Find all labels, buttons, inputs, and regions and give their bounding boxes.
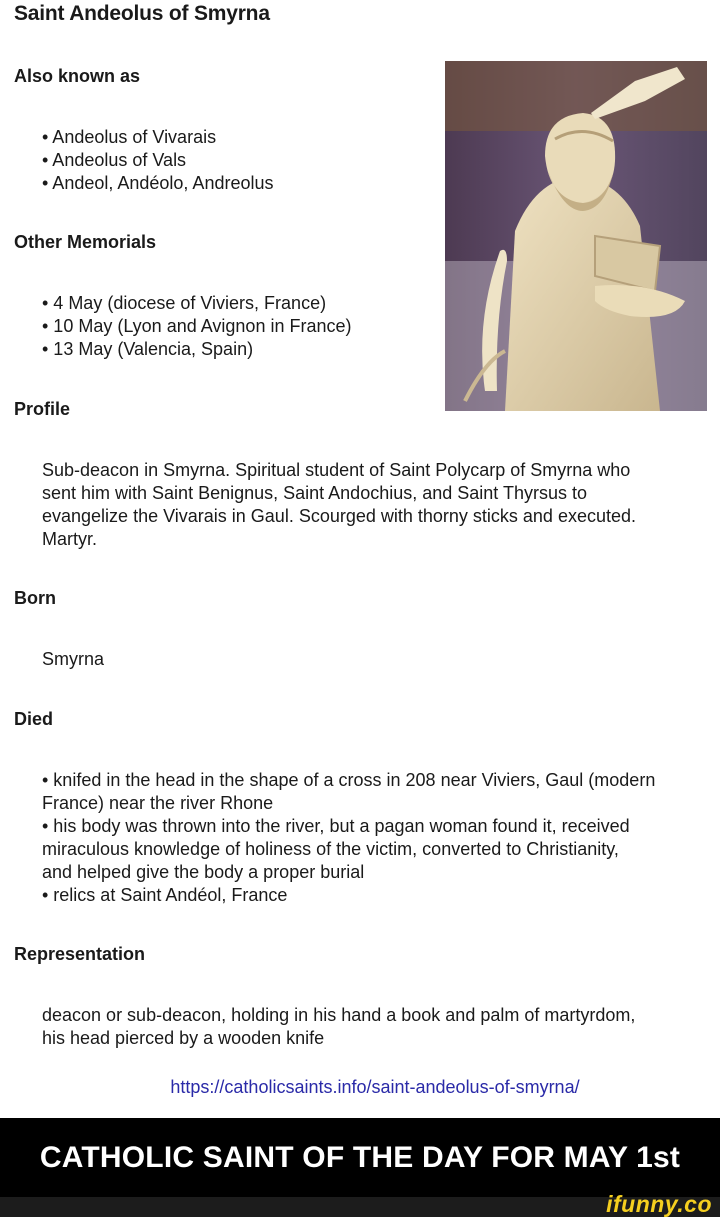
representation-heading: Representation bbox=[14, 944, 146, 964]
profile-text bbox=[42, 459, 636, 551]
died-list bbox=[42, 769, 655, 907]
list-item: • 10 May (Lyon and Avignon in France) bbox=[42, 316, 352, 336]
aka-list bbox=[42, 126, 274, 195]
list-item: • Andeolus of Vivarais bbox=[42, 127, 217, 147]
text-line: evangelize the Vivarais in Gaul. Scourged with thorny sticks and executed. bbox=[42, 506, 636, 526]
memorials-list bbox=[42, 292, 351, 361]
memorials-heading: Other Memorials bbox=[14, 232, 157, 252]
footer-bar bbox=[0, 1191, 720, 1217]
text-line: his head pierced by a wooden knife bbox=[42, 1028, 325, 1048]
text-line: sent him with Saint Benignus, Saint Andochius, and Saint Thyrsus to bbox=[42, 483, 587, 503]
list-item: • Andeolus of Vals bbox=[42, 150, 187, 170]
list-item: • his body was thrown into the river, but a pagan woman found it, received bbox=[42, 816, 630, 836]
list-item: miraculous knowledge of holiness of the victim, converted to Christianity, bbox=[42, 839, 619, 859]
born-heading: Born bbox=[14, 588, 56, 608]
banner-title: CATHOLIC SAINT OF THE DAY FOR MAY 1st bbox=[39, 1141, 681, 1174]
list-item: • 13 May (Valencia, Spain) bbox=[42, 339, 254, 359]
list-item: France) near the river Rhone bbox=[42, 793, 274, 813]
died-heading: Died bbox=[14, 709, 54, 729]
list-item: • relics at Saint Andéol, France bbox=[42, 885, 288, 905]
list-item: • knifed in the head in the shape of a cross in 208 near Viviers, Gaul (modern bbox=[42, 770, 656, 790]
list-item: • 4 May (diocese of Viviers, France) bbox=[42, 293, 327, 313]
born-text bbox=[42, 648, 104, 671]
page-title: Saint Andeolus of Smyrna bbox=[14, 2, 270, 25]
profile-heading: Profile bbox=[14, 399, 71, 419]
aka-heading: Also known as bbox=[14, 66, 141, 86]
text-line: Sub-deacon in Smyrna. Spiritual student of Saint Polycarp of Smyrna who bbox=[42, 460, 631, 480]
list-item: • Andeol, Andéolo, Andreolus bbox=[42, 173, 274, 193]
ifunny-watermark: ifunny.co bbox=[606, 1191, 712, 1217]
text-line: Smyrna bbox=[42, 649, 105, 669]
text-line: Martyr. bbox=[42, 529, 98, 549]
representation-text bbox=[42, 1004, 635, 1050]
source-link[interactable]: https://catholicsaints.info/saint-andeolus-of-smyrna/ bbox=[170, 1077, 580, 1097]
saint-statue-photo bbox=[445, 61, 707, 411]
caption-banner bbox=[0, 1118, 720, 1197]
list-item: and helped give the body a proper burial bbox=[42, 862, 365, 882]
text-line: deacon or sub-deacon, holding in his hand a book and palm of martyrdom, bbox=[42, 1005, 636, 1025]
